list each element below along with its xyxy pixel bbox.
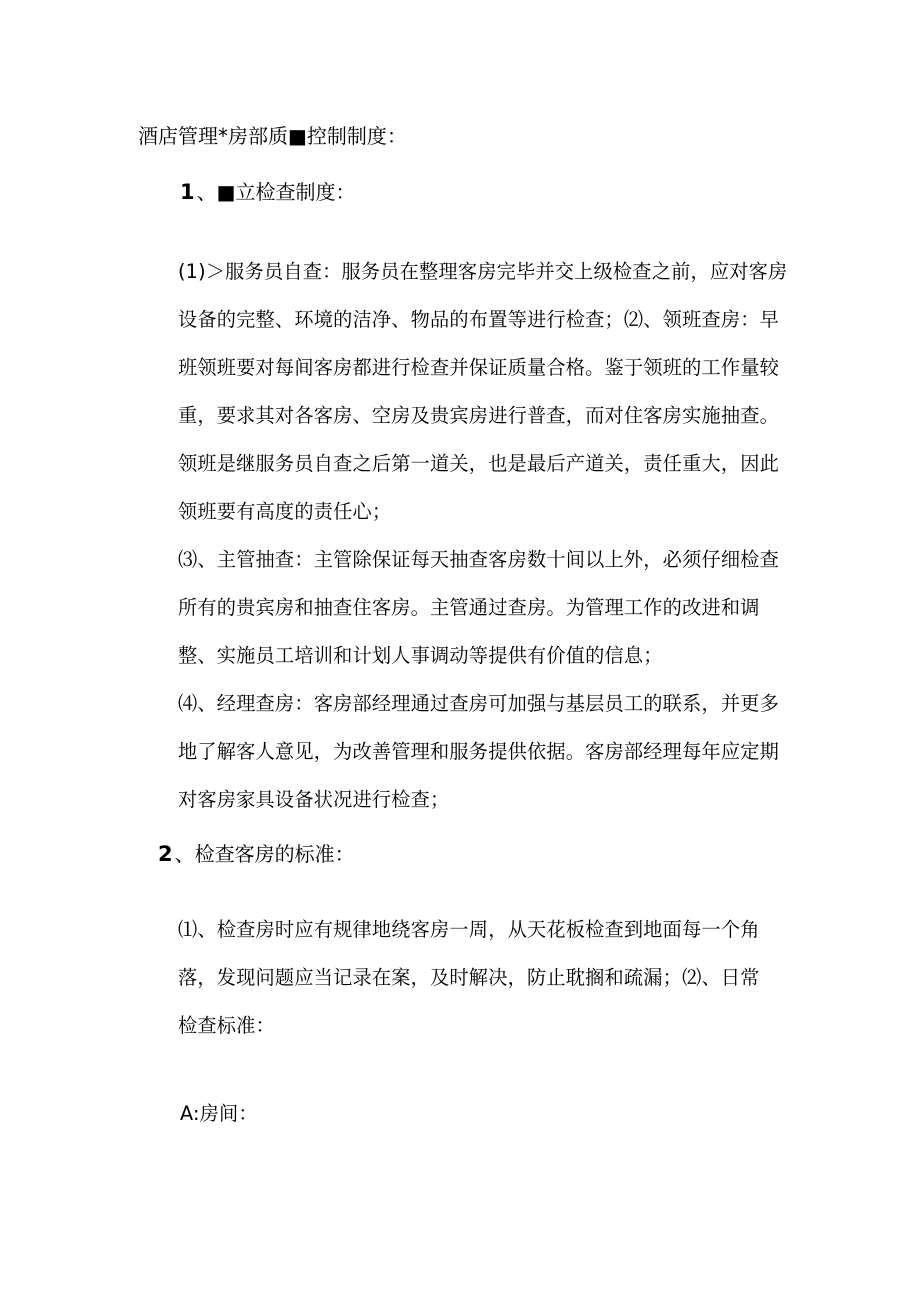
section-1-paragraph-3: ⑷、经理查房：客房部经理通过查房可加强与基层员工的联系，并更多地了解客人意见，为改善管理和服务提供依据。客房部经理每年应定期对客房家具设备状况进行检查； — [178, 692, 780, 811]
section-1-heading-text: 、■立检查制度： — [196, 180, 356, 204]
section-1-paragraph-1: (1)＞服务员自查：服务员在整理客房完毕并交上级检查之前，应对客房设备的完整、环境的洁净、物品的布置等进行检查；⑵、领班查房：早班领班要对每间客房都进行检查并保证质量合格。鉴于领班的工作量较重，要求其对各客房、空房及贵宾房进行普查，而对住客房实施抽查。领班是继服务员自查之后第一道关，也是最后产道关，责任重大，因此领班要有高度的责任心； — [178, 260, 788, 523]
section-2-paragraph-1: ⑴、检查房时应有规律地绕客房一周，从天花板检查到地面每一个角落，发现问题应当记录在案，及时解决，防止耽搁和疏漏；⑵、日常检查标准： — [178, 918, 760, 1037]
section-2-subheading-room: A:房间： — [180, 1102, 258, 1125]
document-title: 酒店管理*房部质■控制制度： — [138, 124, 407, 148]
section-1-paragraph-2: ⑶、主管抽查：主管除保证每天抽查客房数十间以上外，必须仔细检查所有的贵宾房和抽查住客房。主管通过查房。为管理工作的改进和调整、实施员工培训和计划人事调动等提供有价值的信息； — [178, 548, 780, 667]
section-2-heading-text: 、检查客房的标准： — [174, 842, 355, 866]
section-2-heading — [158, 838, 355, 870]
section-2-number: 2 — [158, 842, 173, 866]
section-1-number: 1 — [180, 180, 195, 204]
section-1-heading — [180, 176, 356, 208]
